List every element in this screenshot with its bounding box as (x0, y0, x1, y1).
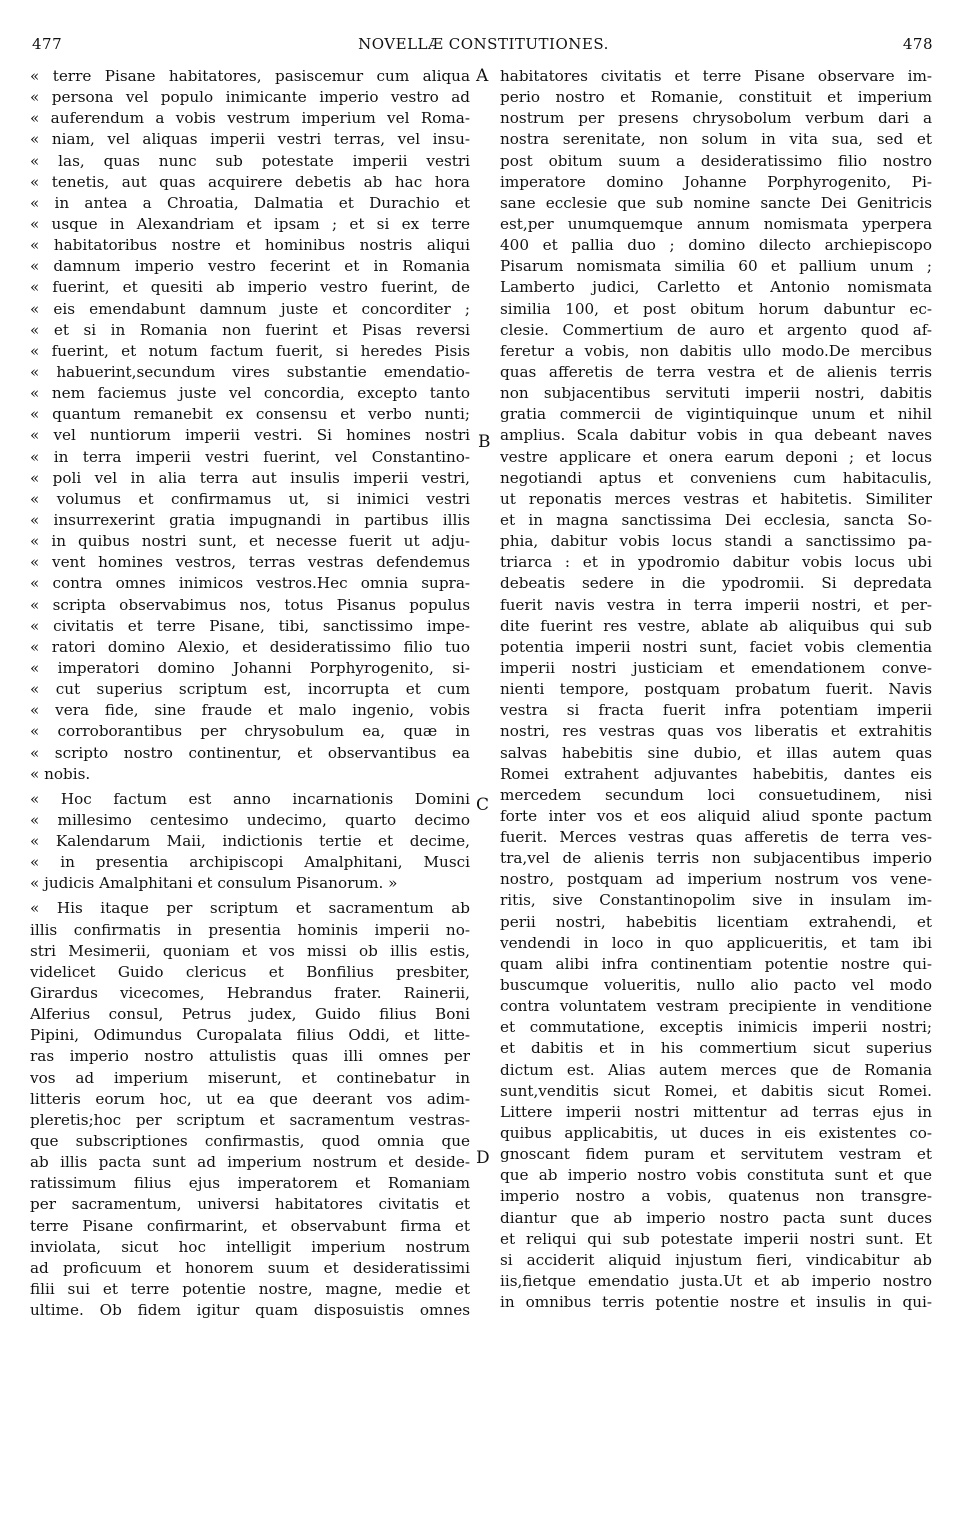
text-line: phia, dabitur vobis locus standi a sanctissimo pa- (500, 532, 932, 551)
text-line: « nem faciemus juste vel concordia, excepto tanto (30, 384, 470, 403)
text-line: « cut superius scriptum est, incorrupta et cum (30, 680, 470, 699)
text-line: « fuerint, et quesiti ab imperio vestro fuerint, de (30, 278, 470, 297)
text-line: triarca : et in ypodromio dabitur vobis locus ubi (500, 553, 932, 572)
text-line: « scripta observabimus nos, totus Pisanus populus (30, 595, 470, 614)
text-line: quam alibi infra continentiam potentie nostre qui- (500, 954, 932, 973)
text-line: perio nostro et Romanie, constituit et imperium (500, 88, 932, 107)
text-line: « His itaque per scriptum et sacramentum ab (30, 899, 470, 918)
text-line: salvas habebitis sine dubio, et illas autem quas (500, 743, 932, 762)
text-line: similia 100, et post obitum horum dabuntur ec- (500, 299, 932, 318)
text-line: que subscriptiones confirmastis, quod omnia que (30, 1132, 470, 1151)
text-line: terre Pisane confirmarint, et observabunt firma et (30, 1216, 470, 1235)
text-line: ut reponatis merces vestras et habitetis. Similiter (500, 489, 932, 508)
text-line: « vel nuntiorum imperii vestri. Si homines nostri (30, 426, 470, 445)
text-line: « ratori domino Alexio, et desideratissimo filio tuo (30, 637, 470, 656)
margin-marker-c: C (476, 795, 490, 815)
text-line: litteris eorum hoc, ut ea que deerant vos adim- (30, 1089, 470, 1108)
text-line: si acciderit aliquid injustum fieri, vindicabitur ab (500, 1250, 932, 1269)
text-line: buscumque volueritis, nullo alio pacto vel modo (500, 976, 932, 995)
text-line: « auferendum a vobis vestrum imperium vel Roma- (30, 109, 470, 128)
text-line: debeatis sedere in die ypodromii. Si depredata (500, 574, 932, 593)
text-line: imperatore domino Johanne Porphyrogenito, Pi- (500, 172, 932, 191)
text-line: gnoscant fidem puram et servitutem vestram et (500, 1145, 932, 1164)
text-line: vos ad imperium miserunt, et continebatur in (30, 1068, 470, 1087)
text-line: « civitatis et terre Pisane, tibi, sanctissimo impe- (30, 616, 470, 635)
text-line: sane ecclesie que sub nomine sancte Dei Genitricis (500, 193, 932, 212)
text-line: ratissimum filius ejus imperatorem et Romaniam (30, 1174, 470, 1193)
text-line: clesie. Commertium de auro et argento quod af- (500, 320, 932, 339)
text-line: Romei extrahent adjuvantes habebitis, dantes eis (500, 764, 932, 783)
text-line: « et si in Romania non fuerint et Pisas reversi (30, 320, 470, 339)
text-line: vendendi in loco in quo applicueritis, et tam ibi (500, 933, 932, 952)
text-line: « persona vel populo inimicante imperio vestro ad (30, 88, 470, 107)
text-line: mercedem secundum loci consuetudinem, nisi (500, 785, 932, 804)
text-line: negotiandi aptus et conveniens cum habitaculis, (500, 468, 932, 487)
text-line: « niam, vel aliquas imperii vestri terras, vel insu- (30, 130, 470, 149)
text-line: vestra si fracta fuerit infra potentiam imperii (500, 701, 932, 720)
text-line: que ab imperio nostro vobis constituta sunt et que (500, 1166, 932, 1185)
text-line: nostra serenitate, non solum in vita sua, sed et (500, 130, 932, 149)
text-line: iis,fietque emendatio justa.Ut et ab imperio nostro (500, 1272, 932, 1291)
right-column (500, 66, 932, 1313)
text-line: filii sui et terre potentie nostre, magne, medie et (30, 1280, 470, 1299)
text-line: fuerit. Merces vestras quas afferetis de terra ves- (500, 828, 932, 847)
running-title: NOVELLÆ CONSTITUTIONES. (358, 35, 609, 53)
text-line: non subjacentibus servituti imperii nostri, dabitis (500, 384, 932, 403)
text-line: in omnibus terris potentie nostre et insulis in qui- (500, 1293, 932, 1312)
text-line: dite fuerint res vestre, ablate ab aliquibus qui sub (500, 616, 932, 635)
text-line: ab illis pacta sunt ad imperium nostrum et deside- (30, 1153, 470, 1172)
text-line: « nobis. (30, 764, 91, 783)
text-line: videlicet Guido clericus et Bonfilius presbiter, (30, 962, 470, 981)
text-line: est,per unumquemque annum nomismata yperpera (500, 214, 932, 233)
text-line: habitatores civitatis et terre Pisane observare im- (500, 67, 932, 85)
text-line: quas afferetis de terra vestra et de alienis terris (500, 362, 932, 381)
text-line: et reliqui qui sub potestate imperii nostri sunt. Et (500, 1229, 932, 1248)
text-line: nienti tempore, postquam probatum fuerit. Navis (500, 680, 932, 699)
text-line: « volumus et confirmamus ut, si inimici vestri (30, 489, 470, 508)
text-line: « Hoc factum est anno incarnationis Domini (30, 789, 470, 808)
text-line: « vera fide, sine fraude et malo ingenio, vobis (30, 701, 470, 720)
text-line: « quantum remanebit ex consensu et verbo nunti; (30, 405, 470, 424)
text-line: gratia commercii de vigintiquinque unum et nihil (500, 405, 932, 424)
text-line: Girardus vicecomes, Hebrandus frater. Rainerii, (30, 984, 470, 1003)
text-line: pleretis;hoc per scriptum et sacramentum vestras- (30, 1110, 470, 1129)
text-line: « Kalendarum Maii, indictionis tertie et decime, (30, 832, 470, 851)
text-line: et commutatione, exceptis inimicis imperii nostri; (500, 1018, 932, 1037)
text-line: « imperatori domino Johanni Porphyrogenito, si- (30, 658, 470, 677)
text-line: forte inter vos et eos aliquid aliud sponte pactum (500, 806, 932, 825)
text-line: 400 et pallia duo ; domino dilecto archiepiscopo (500, 236, 932, 255)
text-line: ad proficuum et honorem suum et desideratissimi (30, 1258, 470, 1277)
text-line: « in terra imperii vestri fuerint, vel Constantino- (30, 447, 470, 466)
text-line: Pisarum nomismata similia 60 et pallium unum ; (500, 257, 932, 276)
text-line: nostro, postquam ad imperium nostrum vos vene- (500, 870, 932, 889)
text-line: « eis emendabunt damnum juste et concorditer ; (30, 299, 470, 318)
text-line: et in magna sanctissima Dei ecclesia, sancta So- (500, 510, 932, 529)
text-line: « judicis Amalphitani et consulum Pisanorum. » (30, 874, 398, 893)
text-line: « las, quas nunc sub potestate imperii vestri (30, 151, 470, 170)
text-line: nostrum per presens chrysobolum verbum dari a (500, 109, 932, 128)
text-line: ultime. Ob fidem igitur quam disposuistis omnes (30, 1301, 470, 1320)
text-line: Alferius consul, Petrus judex, Guido filius Boni (30, 1005, 470, 1024)
text-line: perii nostri, habebitis licentiam extrahendi, et (500, 912, 932, 931)
text-line: « in quibus nostri sunt, et necesse fuerit ut adju- (30, 532, 470, 551)
text-line: ras imperio nostro attulistis quas illi omnes per (30, 1047, 470, 1066)
text-line: « scripto nostro continentur, et observantibus ea (30, 743, 470, 762)
text-line: ritis, sive Constantinopolim sive in insulam im- (500, 891, 932, 910)
margin-marker-b: B (478, 432, 491, 452)
text-line: « contra omnes inimicos vestros.Hec omnia supra- (30, 574, 470, 593)
text-line: « habuerint,secundum vires substantie emendatio- (30, 362, 470, 381)
text-line: « fuerint, et notum factum fuerit, si heredes Pisis (30, 341, 470, 360)
text-line: « habitatoribus nostre et hominibus nostris aliqui (30, 236, 470, 255)
text-line: potentia imperii nostri sunt, faciet vobis clementia (500, 637, 932, 656)
text-line: « in antea a Chroatia, Dalmatia et Durachio et (30, 193, 470, 212)
text-line: contra voluntatem vestram precipiente in venditione (500, 997, 932, 1016)
text-line: « in presentia archipiscopi Amalphitani, Musci (30, 853, 470, 872)
text-line: Pipini, Odimundus Curopalata filius Oddi, et litte- (30, 1026, 470, 1045)
text-line: Littere imperii nostri mittentur ad terras ejus in (500, 1102, 932, 1121)
text-line: et dabitis et in his commertium sicut superius (500, 1039, 932, 1058)
margin-marker-d: D (476, 1148, 490, 1168)
text-line: stri Mesimerii, quoniam et vos missi ob illis estis, (30, 941, 470, 960)
margin-marker-a: A (476, 66, 489, 86)
text-line: quibus applicabitis, ut duces in eis existentes co- (500, 1124, 932, 1143)
text-line: feretur a vobis, non dabitis ullo modo.De mercibus (500, 341, 932, 360)
text-line: « insurrexerint gratia impugnandi in partibus illis (30, 510, 470, 529)
text-line: illis confirmatis in presentia hominis imperii no- (30, 920, 470, 939)
text-line: Lamberto judici, Carletto et Antonio nomismata (500, 278, 932, 297)
left-column (30, 66, 470, 1321)
text-line: imperii nostri justiciam et emendationem conve- (500, 658, 932, 677)
text-line: « vent homines vestros, terras vestras defendemus (30, 553, 470, 572)
text-line: « damnum imperio vestro fecerint et in Romania (30, 257, 470, 276)
text-line: post obitum suum a desideratissimo filio nostro (500, 151, 932, 170)
text-line: amplius. Scala dabitur vobis in qua debeant naves (500, 426, 932, 445)
text-line: « terre Pisane habitatores, pasiscemur cum aliqua (30, 67, 470, 85)
text-line: inviolata, sicut hoc intelligit imperium nostrum (30, 1237, 470, 1256)
text-line: « corroborantibus per chrysobulum ea, quæ in (30, 722, 470, 741)
text-line: imperio nostro a vobis, quatenus non transgre- (500, 1187, 932, 1206)
text-line: nostri, res vestras quas vos liberatis et extrahitis (500, 722, 932, 741)
text-line: per sacramentum, universi habitatores civitatis et (30, 1195, 470, 1214)
text-line: « tenetis, aut quas acquirere debetis ab hac hora (30, 172, 470, 191)
text-line: fuerit navis vestra in terra imperii nostri, et per- (500, 595, 932, 614)
text-line: vestre applicare et onera earum deponi ; et locus (500, 447, 932, 466)
text-line: « millesimo centesimo undecimo, quarto decimo (30, 810, 470, 829)
text-line: diantur que ab imperio nostro pacta sunt duces (500, 1208, 932, 1227)
text-line: « usque in Alexandriam et ipsam ; et si ex terre (30, 214, 470, 233)
text-line: dictum est. Alias autem merces que de Romania (500, 1060, 932, 1079)
text-line: « poli vel in alia terra aut insulis imperii vestri, (30, 468, 470, 487)
page-number-right: 478 (902, 35, 933, 53)
page-number-left: 477 (32, 35, 63, 53)
text-line: sunt,venditis sicut Romei, et dabitis sicut Romei. (500, 1081, 932, 1100)
text-line: tra,vel de alienis terris non subjacentibus imperio (500, 849, 932, 868)
